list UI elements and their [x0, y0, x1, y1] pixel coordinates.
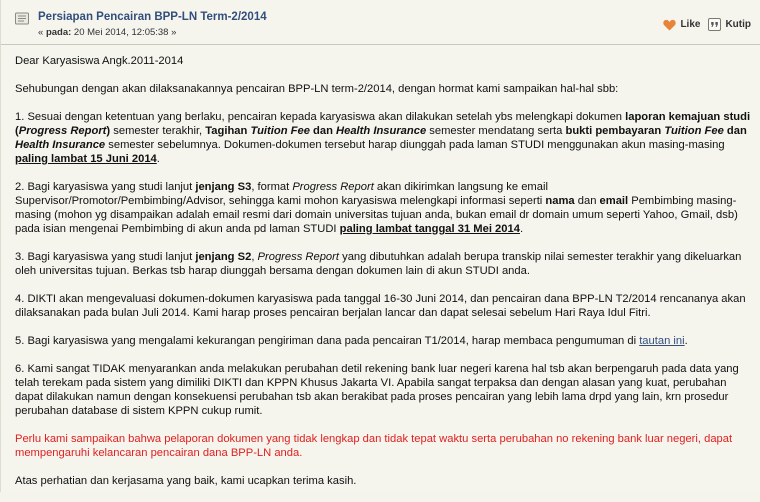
- p2-italic-d: Progress Report: [292, 181, 374, 193]
- p1-bold-italic-n: [15, 139, 105, 151]
- p1-text-o: semester sebelumnya. Dokumen-dokumen tersebut harap diunggah pada laman STUDI menggunakan akun masing-masing: [105, 139, 725, 151]
- p1-bold-h: dan: [309, 125, 337, 137]
- meta-prefix: «: [38, 27, 46, 38]
- p1-text-a: 1. Sesuai dengan ketentuan yang berlaku, pencairan kepada karyasiswa akan dilakukan setelah ybs melengkapi dokumen: [15, 111, 626, 123]
- like-label: Like: [680, 19, 701, 30]
- paragraph-2: [15, 180, 753, 236]
- p2-text-g: dan: [574, 195, 600, 207]
- quote-icon: [708, 18, 721, 31]
- post-body: [15, 54, 753, 502]
- warning-paragraph: Perlu kami sampaikan bahwa pelaporan dokumen yang tidak lengkap dan tidak tepat waktu serta perubahan no rekening bank luar negeri, dapat mempengaruhi kelancaran pencairan dana BPP-LN anda.: [15, 433, 733, 459]
- paragraph-4: 4. DIKTI akan mengevaluasi dokumen-dokumen karyasiswa pada tanggal 16-30 Juni 2014, dan pencairan dana BPP-LN T2/2014 rencananya akan dilaksanakan pada bulan Juli 2014. Kami harap proses pencairan berjalan lancar dan dapat selesai sebelum Hari Raya Idul Fitri.: [15, 293, 746, 319]
- post-title-link[interactable]: Persiapan Pencairan BPP-LN Term-2/2014: [38, 11, 267, 23]
- p5-text-a: 5. Bagi karyasiswa yang mengalami kekurangan pengiriman dana pada pencairan T1/2014, harap membaca pengumuman di: [15, 335, 640, 347]
- p1-bold-f: Tagihan: [205, 125, 251, 137]
- post-icon: [15, 12, 29, 26]
- p2-bold-b: jenjang S3: [195, 181, 252, 193]
- post-meta: [38, 27, 176, 38]
- p5-text-b: .: [684, 335, 688, 347]
- p2-deadline: paling lambat tanggal 31 Mei 2014: [339, 223, 520, 235]
- p3-italic-d: Progress Report: [257, 251, 339, 263]
- intro-paragraph: Sehubungan dengan akan dilaksanakannya pencairan BPP-LN term-2/2014, dengan hormat kami sampaikan hal-hal sbb:: [15, 83, 619, 95]
- paragraph-6: 6. Kami sangat TIDAK menyarankan anda melakukan perubahan detil rekening bank luar negeri karena hal tsb akan berpengaruh pada data yang telah terekam pada sistem yang dimiliki DIKTI dan KPPN Khusus Jakarta VI. Apabila sangat terpaksa dan dengan alasan yang kuat, perubahan dapat dilakukan namun dengan konsekuensi perubahan tsb akan berakibat pada proses pencairan yang lebih lama drpd yang lain, krn prosedur perubahan database di sistem KPPN cukup rumit.: [15, 363, 739, 417]
- p3-text-a: 3. Bagi karyasiswa yang studi lanjut: [15, 251, 196, 263]
- greeting: Dear Karyasiswa Angk.2011-2014: [15, 55, 184, 67]
- p1-bold-italic-l: [664, 125, 723, 137]
- meta-on-label: pada:: [45, 27, 72, 38]
- p2-text-e: akan dikirimkan langsung ke email Supervisor/Promotor/Pembimbing/Advisor, sehingga kami mohon karyasiswa melengkapi informasi seperti: [15, 181, 548, 207]
- p2-text-a: 2. Bagi karyasiswa yang studi lanjut: [15, 181, 196, 193]
- p2-text-k: .: [519, 223, 524, 235]
- p1-italic-g: Tuition Fee: [250, 125, 310, 137]
- p3-text-e: yang dibutuhkan adalah berupa transkip nilai semester terakhir yang dikeluarkan oleh universitas tujuan. Berkas tsb harap diunggah bersama dengan dokumen lain di akun STUDI anda.: [15, 251, 742, 277]
- p1-italic-l: Tuition Fee: [664, 125, 724, 137]
- quote-button[interactable]: [708, 18, 751, 31]
- p1-bold-italic-g: [250, 125, 309, 137]
- p1-text-q: .: [156, 153, 160, 165]
- paragraph-5: [15, 334, 753, 348]
- post-header: [1, 0, 760, 44]
- closing-paragraph: Atas perhatian dan kerjasama yang baik, kami ucapkan terima kasih.: [15, 475, 357, 487]
- p1-text-e: semester terakhir,: [110, 125, 206, 137]
- p1-italic-c: Progress Report: [18, 125, 107, 137]
- heart-icon: [663, 19, 676, 31]
- p1-bold-italic-c: [19, 125, 107, 137]
- p1-bold-italic-i: [336, 125, 426, 137]
- p2-bold-h: email: [599, 195, 629, 207]
- p1-italic-i: Health Insurance: [336, 125, 427, 137]
- like-button[interactable]: [663, 19, 700, 31]
- quote-label: Kutip: [725, 19, 751, 30]
- p1-bold-d: ): [106, 125, 111, 137]
- announcement-link[interactable]: tautan ini: [639, 335, 685, 347]
- p1-bold-k: bukti pembayaran: [565, 125, 665, 137]
- p2-text-c: , format: [251, 181, 293, 193]
- p1-italic-n: Health Insurance: [15, 139, 106, 151]
- p3-text-c: ,: [251, 251, 258, 263]
- header-divider: [1, 44, 760, 45]
- post-date: 20 Mei 2014, 12:05:38 »: [71, 27, 177, 38]
- p1-bold-m: dan: [723, 125, 747, 137]
- p2-bold-f: nama: [545, 195, 575, 207]
- paragraph-1: [15, 110, 753, 166]
- paragraph-3: [15, 250, 753, 278]
- p1-deadline: paling lambat 15 Juni 2014: [15, 153, 157, 165]
- post-actions: [663, 18, 751, 31]
- p1-text-j: semester mendatang serta: [426, 125, 566, 137]
- p3-bold-b: jenjang S2: [195, 251, 252, 263]
- p1-bold-b: laporan kemajuan studi (: [15, 111, 751, 137]
- p2-text-i: Pembimbing masing-masing (mohon yg disampaikan adalah email resmi dari domain universitas tujuan anda, bukan email dr domain umum seperti Yahoo, Gmail, dsb) pada isian mengenai Pembimbing di akun anda pd laman STUDI: [15, 195, 738, 235]
